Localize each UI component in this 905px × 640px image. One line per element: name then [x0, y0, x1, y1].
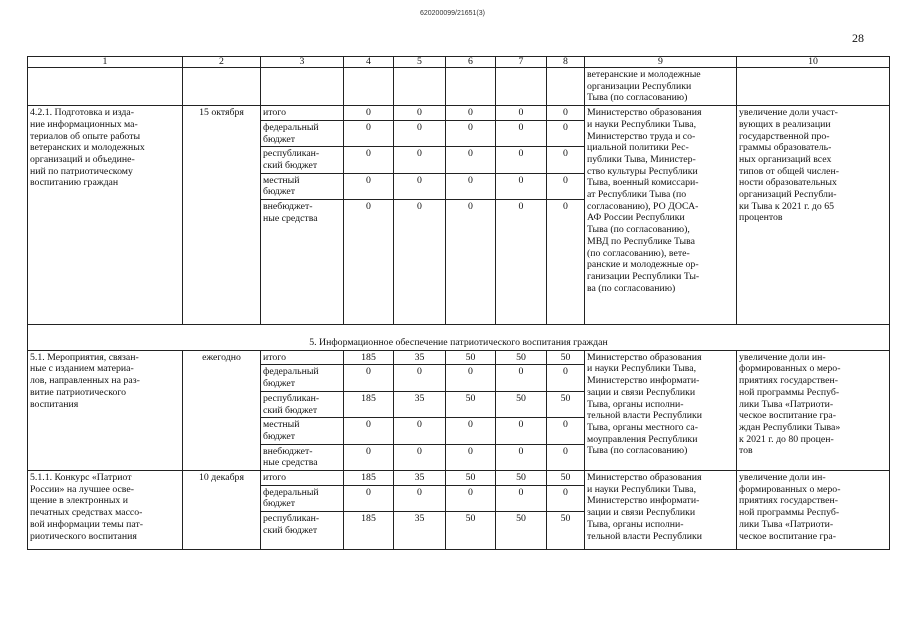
column-number-row [28, 57, 890, 68]
funding-value: 50 [446, 512, 496, 550]
funding-value: 0 [394, 365, 446, 391]
funding-row [28, 471, 890, 486]
funding-value: 0 [446, 173, 496, 199]
funding-source: внебюджет- ные средства [261, 444, 344, 470]
funding-value: 50 [547, 512, 585, 550]
funding-value: 0 [394, 485, 446, 511]
funding-value: 0 [547, 200, 585, 325]
funding-source: внебюджет- ные средства [261, 200, 344, 325]
funding-value: 0 [344, 106, 394, 121]
funding-value: 0 [547, 444, 585, 470]
funding-value: 0 [496, 444, 547, 470]
funding-source: итого [261, 106, 344, 121]
funding-value: 35 [394, 391, 446, 417]
deadline: 15 октября [183, 106, 261, 325]
continued-row [28, 68, 890, 106]
cell-empty [344, 68, 394, 106]
funding-source: федеральный бюджет [261, 120, 344, 146]
funding-value: 185 [344, 512, 394, 550]
funding-value: 0 [547, 173, 585, 199]
funding-value: 50 [446, 471, 496, 486]
program-activities-table [27, 56, 890, 550]
funding-source: итого [261, 471, 344, 486]
funding-value: 0 [496, 106, 547, 121]
funding-value: 35 [394, 512, 446, 550]
funding-value: 50 [446, 391, 496, 417]
column-number: 7 [496, 57, 547, 68]
funding-value: 0 [344, 444, 394, 470]
funding-value: 0 [547, 418, 585, 444]
column-number: 2 [183, 57, 261, 68]
executors-cell: Министерство образования и науки Республики Тыва, Министерство информати- зации и связи Республики Тыва, органы исполни- тельной власти Республики [585, 471, 737, 550]
funding-value: 50 [496, 391, 547, 417]
cell-empty [183, 68, 261, 106]
funding-value: 0 [446, 418, 496, 444]
funding-source: федеральный бюджет [261, 365, 344, 391]
funding-source: республикан- ский бюджет [261, 391, 344, 417]
funding-value: 0 [344, 365, 394, 391]
expected-result-cell: увеличение доли ин- формированных о меро- приятиях государствен- ной программы Респуб- лики Тыва «Патриоти- ческое воспитание гра- [737, 471, 890, 550]
funding-value: 0 [344, 418, 394, 444]
funding-value: 50 [547, 350, 585, 365]
page-number: 28 [852, 31, 864, 45]
column-number: 3 [261, 57, 344, 68]
activity-title: 5.1. Мероприятия, связан- ные с изданием материа- лов, направленных на раз- витие патриотического воспитания [28, 350, 183, 470]
funding-value: 0 [496, 365, 547, 391]
funding-value: 50 [496, 471, 547, 486]
funding-value: 50 [496, 512, 547, 550]
funding-value: 50 [446, 350, 496, 365]
funding-value: 185 [344, 350, 394, 365]
funding-source: местный бюджет [261, 418, 344, 444]
executors-cell: Министерство образования и науки Республики Тыва, Министерство труда и со- циальной политики Рес- публики Тыва, Министер- ство культуры Республики Тыва, военный комиссари- ат Республики Тыва (по согласованию), РО ДОСА- АФ России Республики Тыва (по согласованию), МВД по Республике Тыва (по согласованию), вете- ранские и молодежные ор- ганизации Республики Ты- ва (по согласованию) [585, 106, 737, 325]
funding-value: 0 [446, 365, 496, 391]
funding-source: местный бюджет [261, 173, 344, 199]
expected-result-cell: увеличение доли ин- формированных о меро- приятиях государствен- ной программы Респуб- лики Тыва «Патриоти- ческое воспитание гра- ждан Республики Тыва» к 2021 г. до 80 процен- тов [737, 350, 890, 470]
cell-empty [547, 68, 585, 106]
funding-value: 0 [547, 147, 585, 173]
funding-value: 0 [344, 200, 394, 325]
funding-value: 0 [446, 147, 496, 173]
column-number: 10 [737, 57, 890, 68]
funding-value: 0 [446, 444, 496, 470]
section-heading-row [28, 325, 890, 351]
funding-value: 50 [547, 471, 585, 486]
funding-value: 0 [344, 120, 394, 146]
cell-empty [261, 68, 344, 106]
cell-empty [737, 68, 890, 106]
cell-empty [28, 68, 183, 106]
funding-value: 185 [344, 391, 394, 417]
funding-value: 0 [446, 106, 496, 121]
funding-value: 0 [496, 200, 547, 325]
cell-empty [446, 68, 496, 106]
funding-value: 50 [496, 350, 547, 365]
document-id-stamp: 620200099/21651(3) [419, 10, 485, 17]
funding-value: 0 [446, 120, 496, 146]
funding-value: 0 [496, 120, 547, 146]
funding-row [28, 106, 890, 121]
funding-value: 0 [344, 147, 394, 173]
executors-cell: Министерство образования и науки Республики Тыва, Министерство информати- зации и связи Республики Тыва, органы исполни- тельной власти Республики Тыва, органы местного са- моуправления Республики Тыва (по согласованию) [585, 350, 737, 470]
funding-value: 0 [446, 200, 496, 325]
funding-source: республикан- ский бюджет [261, 147, 344, 173]
column-number: 1 [28, 57, 183, 68]
deadline: ежегодно [183, 350, 261, 470]
funding-value: 0 [394, 418, 446, 444]
funding-row [28, 350, 890, 365]
column-number: 5 [394, 57, 446, 68]
column-number: 4 [344, 57, 394, 68]
cell-empty [496, 68, 547, 106]
funding-value: 35 [394, 350, 446, 365]
funding-value: 0 [394, 444, 446, 470]
funding-value: 0 [394, 147, 446, 173]
funding-value: 0 [547, 106, 585, 121]
funding-source: федеральный бюджет [261, 485, 344, 511]
funding-value: 0 [496, 485, 547, 511]
funding-value: 0 [496, 173, 547, 199]
funding-value: 0 [394, 106, 446, 121]
funding-value: 0 [547, 120, 585, 146]
funding-value: 0 [394, 120, 446, 146]
section-title: 5. Информационное обеспечение патриотического воспитания граждан [28, 325, 890, 351]
funding-value: 0 [394, 173, 446, 199]
activity-title: 5.1.1. Конкурс «Патриот России» на лучшее осве- щение в электронных и печатных средствах массо- вой информации темы пат- риотического воспитания [28, 471, 183, 550]
funding-source: итого [261, 350, 344, 365]
funding-value: 185 [344, 471, 394, 486]
funding-value: 0 [496, 418, 547, 444]
activity-title: 4.2.1. Подготовка и изда- ние информационных ма- териалов об опыте работы ветеранских и молодежных организаций и объедине- ний по патриотическому воспитанию граждан [28, 106, 183, 325]
cell-empty [394, 68, 446, 106]
deadline: 10 декабря [183, 471, 261, 550]
funding-value: 0 [446, 485, 496, 511]
funding-source: республикан- ский бюджет [261, 512, 344, 550]
funding-value: 0 [344, 485, 394, 511]
column-number: 8 [547, 57, 585, 68]
funding-value: 0 [496, 147, 547, 173]
funding-value: 0 [547, 485, 585, 511]
funding-value: 0 [394, 200, 446, 325]
expected-result-cell: увеличение доли участ- вующих в реализации государственной про- граммы образователь- ных организаций всех типов от общей числен- ности образовательных организаций Республи- ки Тыва к 2021 г. до 65 процентов [737, 106, 890, 325]
funding-value: 35 [394, 471, 446, 486]
funding-value: 0 [547, 365, 585, 391]
column-number: 9 [585, 57, 737, 68]
executors-cell: ветеранские и молодежные организации Республики Тыва (по согласованию) [585, 68, 737, 106]
funding-value: 50 [547, 391, 585, 417]
funding-value: 0 [344, 173, 394, 199]
column-number: 6 [446, 57, 496, 68]
